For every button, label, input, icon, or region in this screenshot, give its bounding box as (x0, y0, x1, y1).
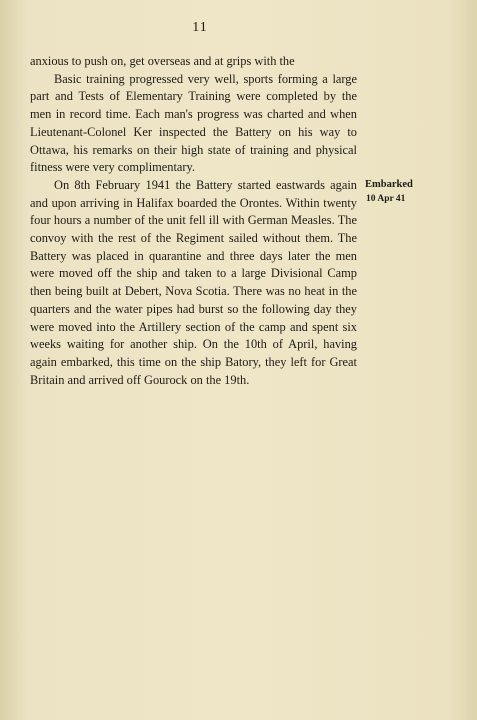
margin-note (365, 178, 413, 206)
body-text (30, 53, 357, 389)
margin-note-title: Embarked (365, 179, 413, 190)
paragraph-continuation: anxious to push on, get overseas and at grips with the (30, 54, 295, 68)
margin-note-date: 10 Apr 41 (366, 194, 406, 204)
page-number: 11 (192, 20, 208, 35)
paragraph-basic-training: Basic training progressed very well, sports forming a large part and Tests of Elementary Training were completed by the men in record time. Each man's progress was charted and when Lieutenant-Colonel Ker inspected the Battery on his way to Ottawa, his remarks on their high state of training and physical fitness were very complimentary. (30, 71, 357, 175)
paragraph-embarkation: On 8th February 1941 the Battery started eastwards again and upon arriving in Halifax boarded the Orontes. Within twenty four hours a number of the unit fell ill with German Measles. The convoy with the rest of the Regiment sailed without them. The Battery was placed in quarantine and three days later the men were moved off the ship and taken to a large Divisional Camp then being built at Debert, Nova Scotia. There was no heat in the quarters and the water pipes had burst so the following day they were moved into the Artillery section of the camp and spent six weeks waiting for another ship. On the 10th of April, having again embarked, this time on the ship Batory, they left for Great Britain and arrived off Gourock on the 19th. (30, 177, 357, 387)
